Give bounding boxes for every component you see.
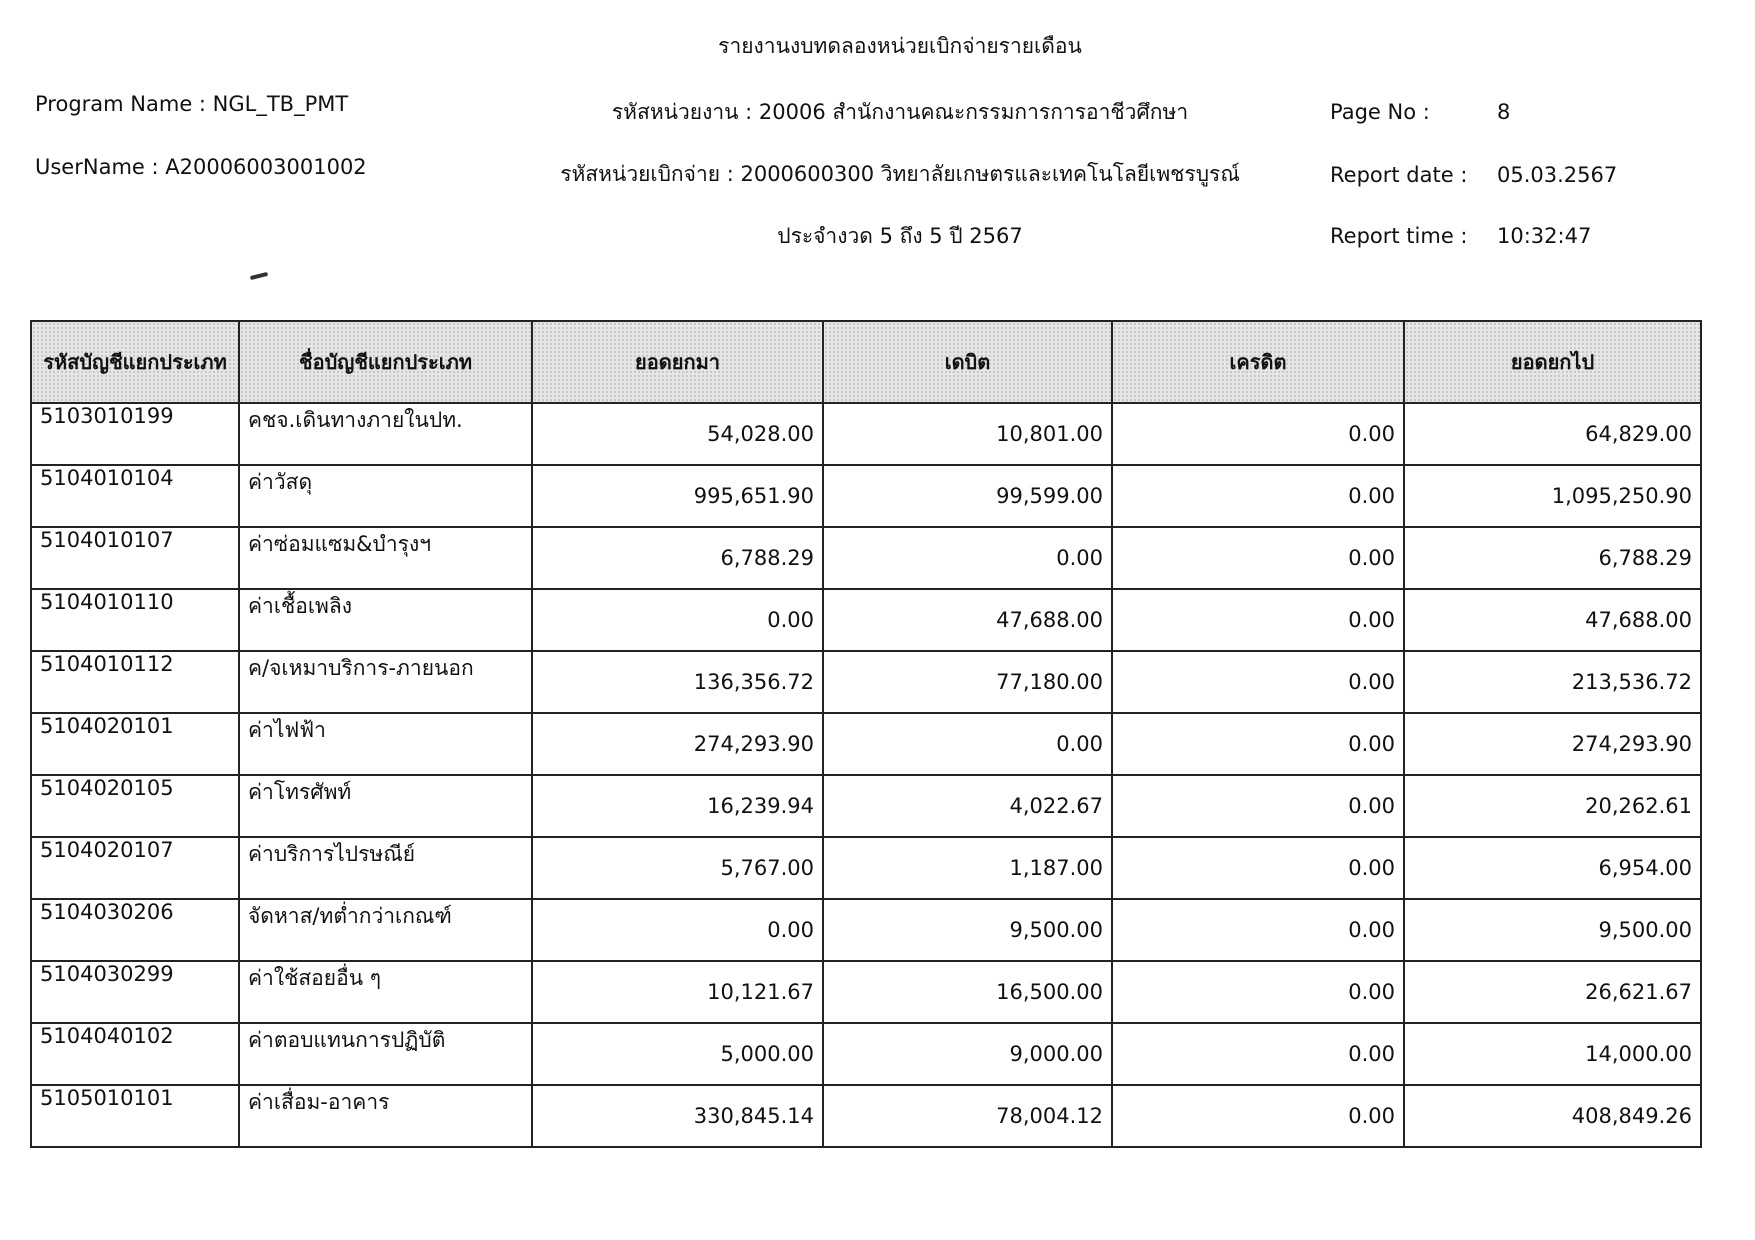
agency-line: รหัสหน่วยงาน : 20006 สำนักงานคณะกรรมการการอาชีวศึกษา	[611, 100, 1189, 124]
credit-cell: 0.00	[1112, 837, 1404, 899]
table-row	[31, 403, 1701, 465]
credit-cell: 0.00	[1112, 527, 1404, 589]
account-code-cell: 5104020107	[31, 837, 239, 899]
account-code-cell: 5104020105	[31, 775, 239, 837]
account-code-cell: 5105010101	[31, 1085, 239, 1147]
report-time-label: Report time :	[1330, 224, 1468, 248]
table-row	[31, 651, 1701, 713]
account-name-cell: ค่าใช้สอยอื่น ๆ	[239, 961, 532, 1023]
table-header-row	[31, 321, 1701, 403]
table-row	[31, 1085, 1701, 1147]
table-row	[31, 589, 1701, 651]
column-header-debit: เดบิต	[823, 321, 1112, 403]
credit-cell: 0.00	[1112, 899, 1404, 961]
closing-balance-cell: 6,954.00	[1404, 837, 1701, 899]
account-name-cell: ค่าตอบแทนการปฏิบัติ	[239, 1023, 532, 1085]
account-code-cell: 5104020101	[31, 713, 239, 775]
opening-balance-cell: 54,028.00	[532, 403, 823, 465]
debit-cell: 9,500.00	[823, 899, 1112, 961]
credit-cell: 0.00	[1112, 589, 1404, 651]
account-name-cell: คชจ.เดินทางภายในปท.	[239, 403, 532, 465]
account-name-cell: ค่าบริการไปรษณีย์	[239, 837, 532, 899]
report-date-label: Report date :	[1330, 163, 1468, 187]
credit-cell: 0.00	[1112, 1023, 1404, 1085]
report-date-value: 05.03.2567	[1497, 163, 1618, 187]
page-no-value: 8	[1497, 100, 1511, 124]
debit-cell: 0.00	[823, 527, 1112, 589]
account-code-cell: 5104010110	[31, 589, 239, 651]
opening-balance-cell: 5,000.00	[532, 1023, 823, 1085]
opening-balance-cell: 0.00	[532, 899, 823, 961]
account-name-cell: จัดหาส/ทต่ำกว่าเกณฑ์	[239, 899, 532, 961]
opening-balance-cell: 16,239.94	[532, 775, 823, 837]
account-name-cell: ค่าเชื้อเพลิง	[239, 589, 532, 651]
closing-balance-cell: 1,095,250.90	[1404, 465, 1701, 527]
table-row	[31, 465, 1701, 527]
user-name: UserName : A20006003001002	[35, 155, 367, 179]
opening-balance-cell: 5,767.00	[532, 837, 823, 899]
account-name-cell: ค่าโทรศัพท์	[239, 775, 532, 837]
closing-balance-cell: 9,500.00	[1404, 899, 1701, 961]
closing-balance-cell: 20,262.61	[1404, 775, 1701, 837]
closing-balance-cell: 6,788.29	[1404, 527, 1701, 589]
stray-pen-mark	[250, 272, 268, 280]
page-no-label: Page No :	[1330, 100, 1430, 124]
credit-cell: 0.00	[1112, 1085, 1404, 1147]
opening-balance-cell: 330,845.14	[532, 1085, 823, 1147]
column-header-credit: เครดิต	[1112, 321, 1404, 403]
closing-balance-cell: 213,536.72	[1404, 651, 1701, 713]
table-row	[31, 713, 1701, 775]
table-row	[31, 899, 1701, 961]
account-name-cell: ค่าวัสดุ	[239, 465, 532, 527]
closing-balance-cell: 47,688.00	[1404, 589, 1701, 651]
credit-cell: 0.00	[1112, 651, 1404, 713]
column-header-account-code: รหัสบัญชีแยกประเภท	[31, 321, 239, 403]
opening-balance-cell: 10,121.67	[532, 961, 823, 1023]
credit-cell: 0.00	[1112, 775, 1404, 837]
program-name: Program Name : NGL_TB_PMT	[35, 92, 349, 116]
debit-cell: 0.00	[823, 713, 1112, 775]
closing-balance-cell: 14,000.00	[1404, 1023, 1701, 1085]
account-code-cell: 5104040102	[31, 1023, 239, 1085]
table-row	[31, 1023, 1701, 1085]
credit-cell: 0.00	[1112, 713, 1404, 775]
table-row	[31, 837, 1701, 899]
credit-cell: 0.00	[1112, 961, 1404, 1023]
debit-cell: 99,599.00	[823, 465, 1112, 527]
opening-balance-cell: 136,356.72	[532, 651, 823, 713]
opening-balance-cell: 0.00	[532, 589, 823, 651]
closing-balance-cell: 408,849.26	[1404, 1085, 1701, 1147]
opening-balance-cell: 274,293.90	[532, 713, 823, 775]
closing-balance-cell: 274,293.90	[1404, 713, 1701, 775]
disbursement-unit-line: รหัสหน่วยเบิกจ่าย : 2000600300 วิทยาลัยเกษตรและเทคโนโลยีเพชรบูรณ์	[560, 162, 1240, 186]
account-code-cell: 5103010199	[31, 403, 239, 465]
closing-balance-cell: 64,829.00	[1404, 403, 1701, 465]
column-header-closing-balance: ยอดยกไป	[1404, 321, 1701, 403]
period-line: ประจำงวด 5 ถึง 5 ปี 2567	[777, 224, 1023, 248]
account-name-cell: ค่าเสื่อม-อาคาร	[239, 1085, 532, 1147]
debit-cell: 1,187.00	[823, 837, 1112, 899]
debit-cell: 77,180.00	[823, 651, 1112, 713]
debit-cell: 10,801.00	[823, 403, 1112, 465]
credit-cell: 0.00	[1112, 403, 1404, 465]
column-header-opening-balance: ยอดยกมา	[532, 321, 823, 403]
report-title: รายงานงบทดลองหน่วยเบิกจ่ายรายเดือน	[718, 34, 1082, 58]
account-name-cell: ค่าซ่อมแซม&บำรุงฯ	[239, 527, 532, 589]
opening-balance-cell: 6,788.29	[532, 527, 823, 589]
report-time-value: 10:32:47	[1497, 224, 1592, 248]
column-header-account-name: ชื่อบัญชีแยกประเภท	[239, 321, 532, 403]
account-code-cell: 5104010112	[31, 651, 239, 713]
account-name-cell: ค/จเหมาบริการ-ภายนอก	[239, 651, 532, 713]
account-code-cell: 5104030299	[31, 961, 239, 1023]
account-name-cell: ค่าไฟฟ้า	[239, 713, 532, 775]
table-row	[31, 775, 1701, 837]
account-code-cell: 5104010107	[31, 527, 239, 589]
account-code-cell: 5104030206	[31, 899, 239, 961]
debit-cell: 4,022.67	[823, 775, 1112, 837]
table-row	[31, 527, 1701, 589]
closing-balance-cell: 26,621.67	[1404, 961, 1701, 1023]
opening-balance-cell: 995,651.90	[532, 465, 823, 527]
table-row	[31, 961, 1701, 1023]
credit-cell: 0.00	[1112, 465, 1404, 527]
debit-cell: 16,500.00	[823, 961, 1112, 1023]
trial-balance-table	[30, 320, 1702, 1148]
account-code-cell: 5104010104	[31, 465, 239, 527]
debit-cell: 47,688.00	[823, 589, 1112, 651]
debit-cell: 9,000.00	[823, 1023, 1112, 1085]
debit-cell: 78,004.12	[823, 1085, 1112, 1147]
